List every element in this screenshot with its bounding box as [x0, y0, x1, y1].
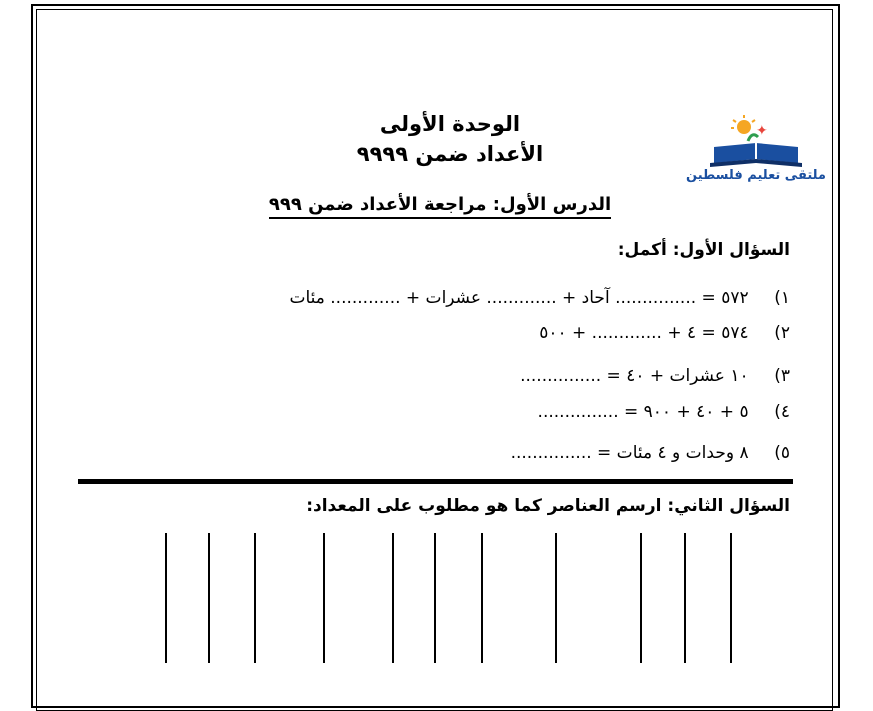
question1-item	[289, 288, 790, 314]
item-text: ١٠ عشرات + ٤٠ = ...............	[520, 366, 749, 386]
abacus-rod	[254, 533, 256, 663]
lesson-title-text: الدرس الأول: مراجعة الأعداد ضمن ٩٩٩	[269, 194, 611, 219]
abacus-rod	[555, 533, 557, 663]
item-number: ١)	[774, 288, 790, 308]
abacus-rod	[730, 533, 732, 663]
logo-text: ملتقى تعليم فلسطين	[686, 168, 826, 183]
section-divider	[78, 479, 793, 484]
item-text: ٨ وحدات و ٤ مئات = ...............	[510, 443, 749, 463]
item-text: ٥ + ٤٠ + ٩٠٠ = ...............	[537, 402, 749, 422]
abacus-rod	[640, 533, 642, 663]
question1-item	[538, 402, 790, 428]
abacus-rod	[481, 533, 483, 663]
abacus-rod	[434, 533, 436, 663]
unit-subtitle: الأعداد ضمن ٩٩٩٩	[356, 142, 544, 166]
question1-item	[539, 323, 790, 349]
abacus-rod	[208, 533, 210, 663]
item-number: ٣)	[774, 366, 790, 386]
book-icon	[686, 113, 826, 173]
svg-text:✦: ✦	[756, 123, 768, 139]
question1-heading: السؤال الأول: أكمل:	[617, 240, 790, 260]
unit-title: الوحدة الأولى	[379, 112, 521, 136]
site-logo	[686, 113, 826, 188]
question2-heading: السؤال الثاني: ارسم العناصر كما هو مطلوب على المعداد:	[306, 496, 790, 516]
abacus-rod	[684, 533, 686, 663]
item-number: ٤)	[774, 402, 790, 422]
abacus-rod	[323, 533, 325, 663]
question1-item	[511, 443, 790, 469]
abacus-rod	[392, 533, 394, 663]
item-text: ٥٧٤ = ٤ + ............. + ٥٠٠	[539, 323, 749, 343]
item-number: ٥)	[774, 443, 790, 463]
abacus-rod	[165, 533, 167, 663]
item-text: ٥٧٢ = ............... آحاد + ............. عشرات + ............. مئات	[289, 288, 749, 308]
lesson-title	[240, 194, 640, 215]
question1-item	[520, 366, 790, 392]
item-number: ٢)	[774, 323, 790, 343]
